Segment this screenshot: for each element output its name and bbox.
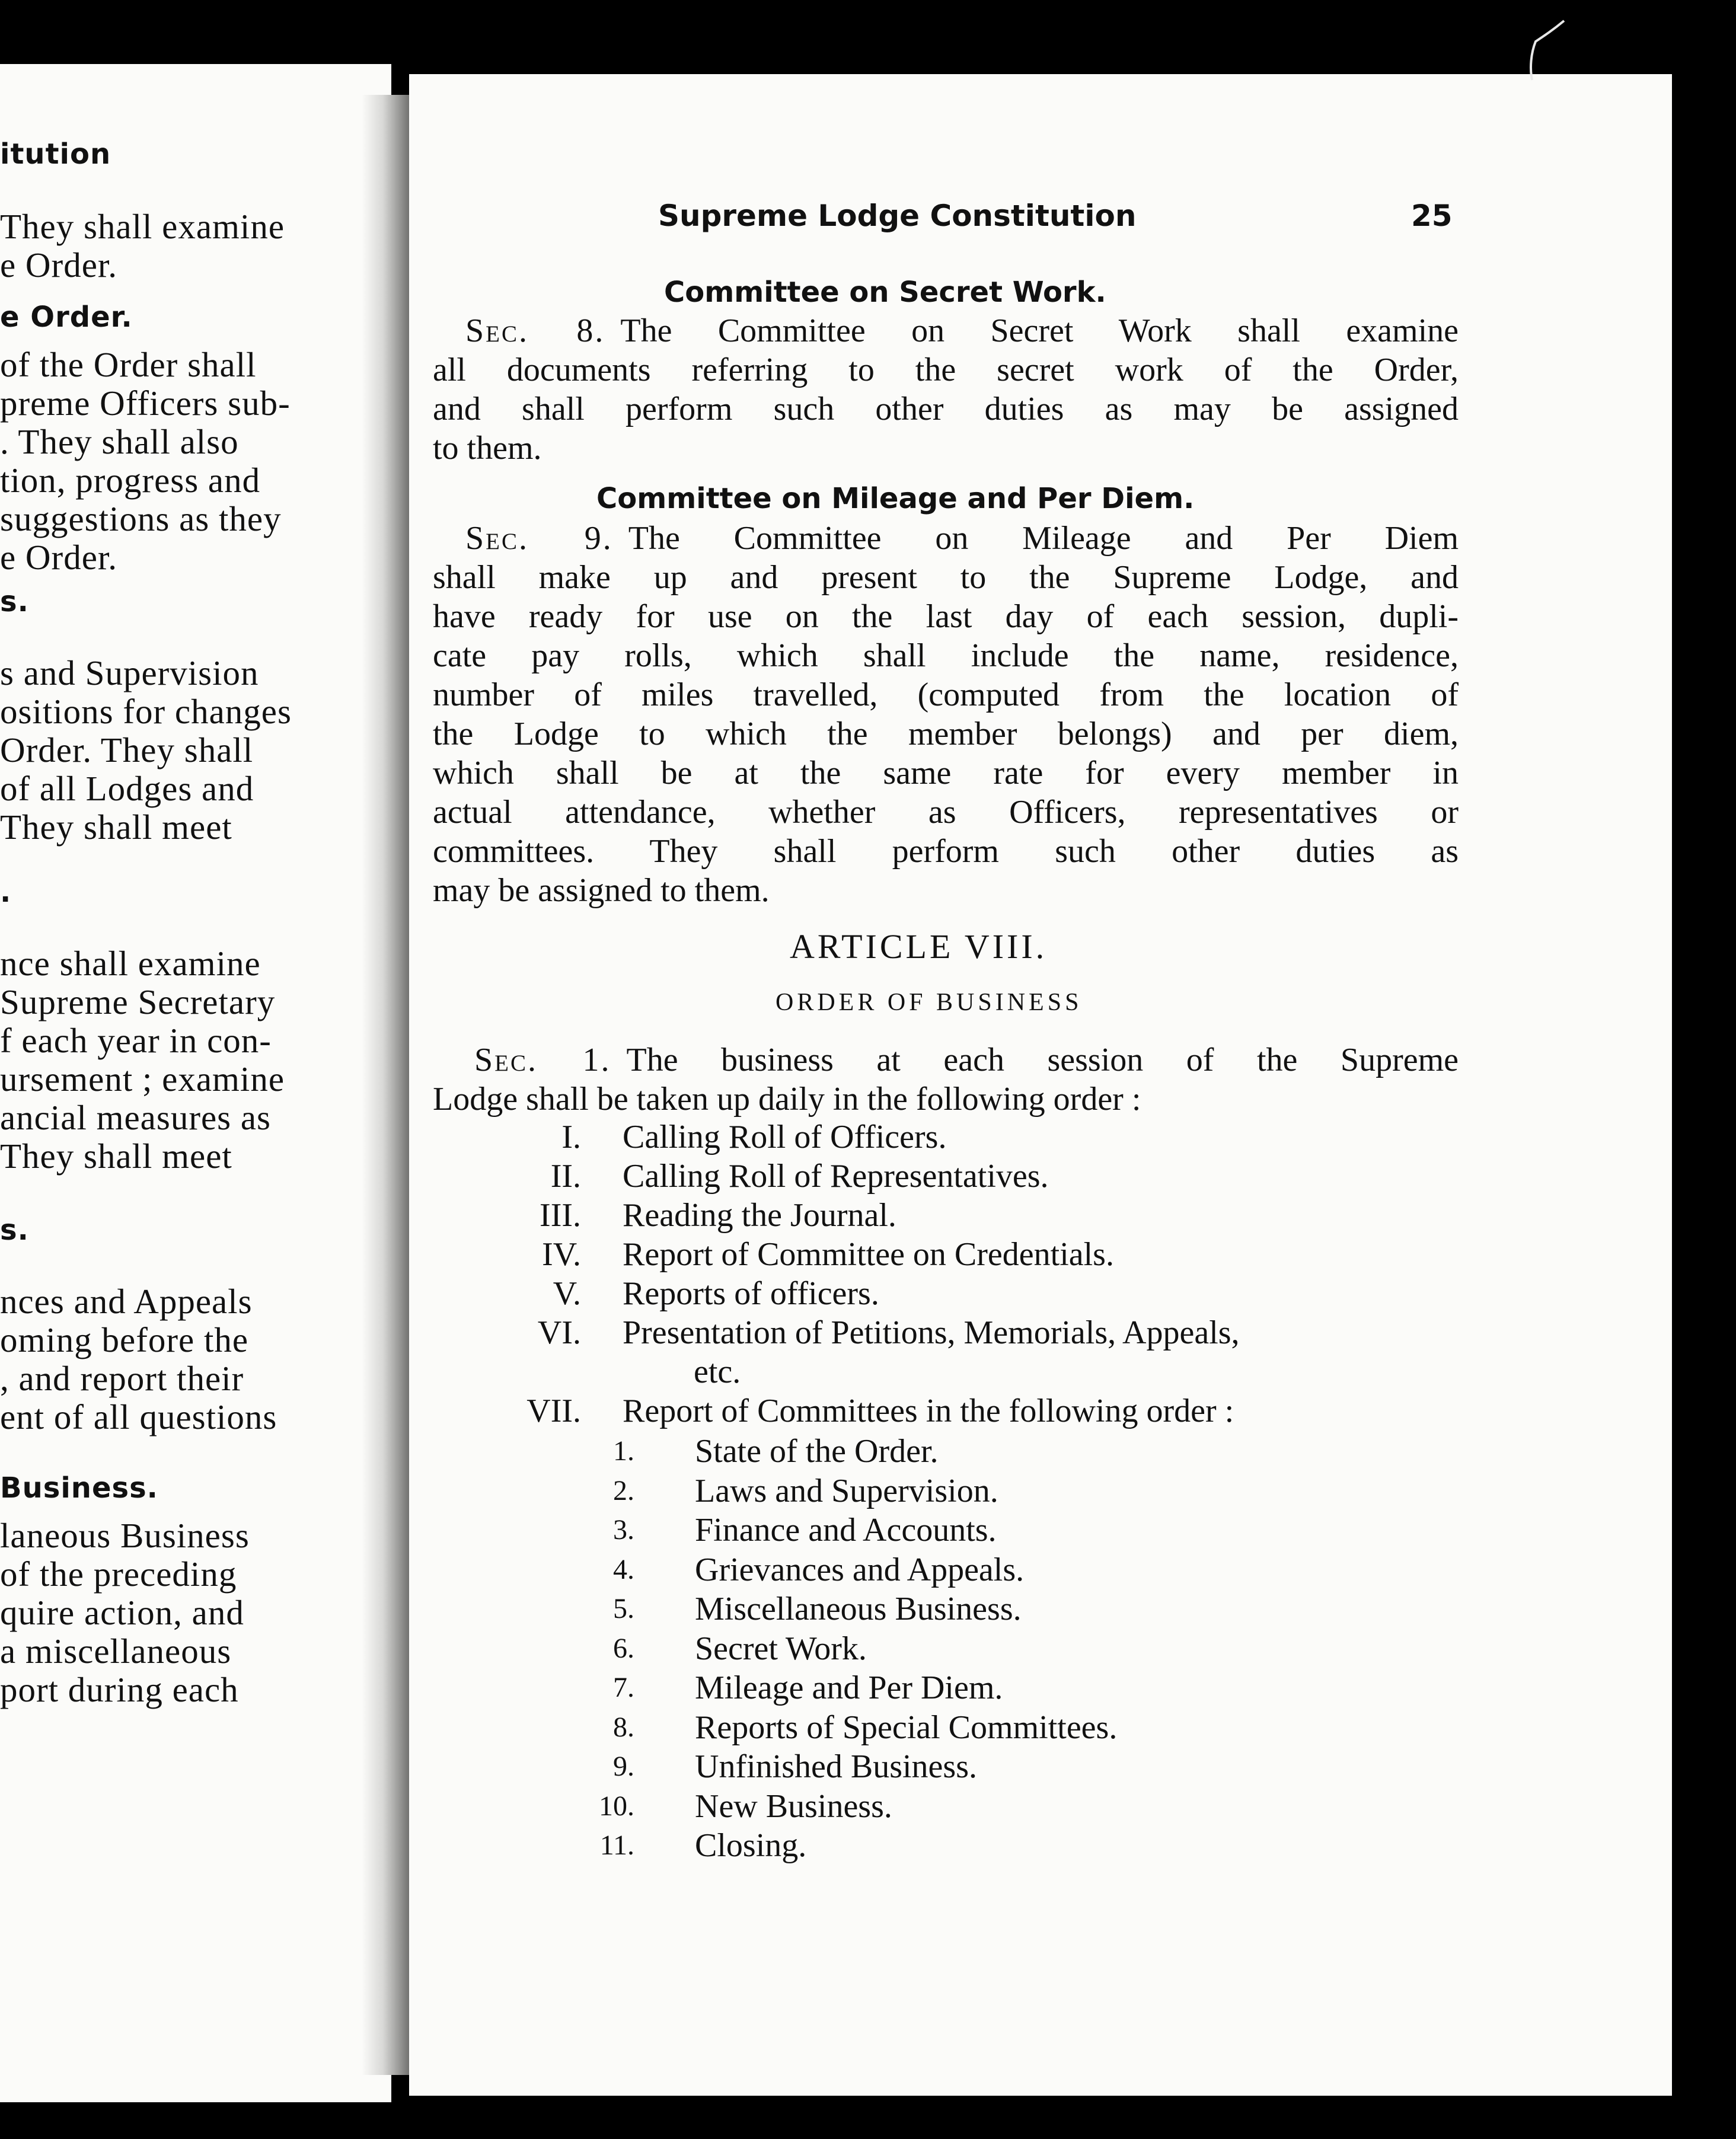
list-text: Report of Committee on Credentials. <box>623 1236 1114 1273</box>
left-page-heading: s. <box>0 1214 29 1247</box>
left-page-line: s and Supervision <box>0 653 259 692</box>
list-number: 2. <box>613 1474 634 1506</box>
left-page-heading: Business. <box>0 1471 158 1505</box>
list-number: 5. <box>613 1593 634 1624</box>
paragraph-text: may be assigned to them. <box>433 872 770 909</box>
list-text: Secret Work. <box>695 1630 867 1667</box>
list-number: 1. <box>613 1435 634 1467</box>
list-text: State of the Order. <box>695 1433 939 1470</box>
paragraph-line <box>433 793 1459 832</box>
paragraph-line <box>433 675 1459 714</box>
list-number: V. <box>553 1275 581 1312</box>
running-head: Supreme Lodge Constitution <box>658 199 1137 233</box>
left-page-line: Order. They shall <box>0 730 254 770</box>
list-text: Grievances and Appeals. <box>695 1551 1025 1588</box>
list-number: VI. <box>537 1314 581 1351</box>
left-page-line: , and report their <box>0 1359 244 1398</box>
left-page-heading: s. <box>0 585 29 618</box>
left-page-line: of the preceding <box>0 1554 237 1594</box>
left-page-line: nces and Appeals <box>0 1282 253 1321</box>
paragraph-text: The Committee on Secret Work shall examine <box>620 312 1459 349</box>
left-page-line: ositions for changes <box>0 692 292 731</box>
left-page-line: They shall meet <box>0 807 232 847</box>
list-item <box>409 1313 1536 1352</box>
list-number: 8. <box>613 1711 634 1743</box>
left-page-line: of the Order shall <box>0 345 257 384</box>
paragraph-text: have ready for use on the last day of each session, dupli- <box>433 598 1459 635</box>
left-page-heading: . <box>0 876 12 909</box>
page-number: 25 <box>1411 199 1453 233</box>
list-number: 10. <box>599 1790 634 1822</box>
left-page-line: of all Lodges and <box>0 769 254 808</box>
list-number: VII. <box>526 1393 581 1429</box>
list-item <box>409 1747 1536 1786</box>
book-gutter <box>362 95 415 2075</box>
list-text: etc. <box>694 1353 741 1390</box>
list-text: Miscellaneous Business. <box>695 1591 1022 1627</box>
list-item <box>409 1550 1536 1589</box>
paragraph-text: the Lodge to which the member belongs) and per diem, <box>433 716 1459 752</box>
paragraph-text: shall make up and present to the Supreme Lodge, and <box>433 559 1459 596</box>
left-page-line: tion, progress and <box>0 461 261 500</box>
list-item <box>409 1196 1536 1235</box>
list-item <box>409 1668 1536 1707</box>
paragraph-line <box>433 754 1459 793</box>
left-page-line: a miscellaneous <box>0 1632 232 1671</box>
left-page-heading: itution <box>0 138 111 171</box>
paragraph-line <box>474 1040 1459 1080</box>
list-text: New Business. <box>695 1787 892 1825</box>
list-item <box>409 1787 1536 1826</box>
list-number: 3. <box>613 1514 634 1546</box>
list-text: Presentation of Petitions, Memorials, Appeals, <box>623 1314 1240 1351</box>
left-page-line: e Order. <box>0 245 118 285</box>
paragraph-text: to them. <box>433 430 542 467</box>
list-item <box>409 1391 1536 1431</box>
section-label: Sec. 1. <box>474 1042 611 1078</box>
list-item <box>409 1352 1536 1391</box>
paragraph-text: which shall be at the same rate for every member in <box>433 755 1459 791</box>
paragraph-line <box>465 519 1459 558</box>
list-text: Finance and Accounts. <box>695 1512 997 1549</box>
list-text: Report of Committees in the following order : <box>623 1393 1234 1429</box>
section-label: Sec. 9. <box>465 520 613 557</box>
left-page-line: . They shall also <box>0 422 239 461</box>
paragraph-line <box>433 558 1459 597</box>
left-page-line: laneous Business <box>0 1516 250 1555</box>
list-item <box>409 1274 1536 1313</box>
list-text: Unfinished Business. <box>695 1748 977 1785</box>
section-heading: Committee on Mileage and Per Diem. <box>596 482 1195 515</box>
paragraph-text: cate pay rolls, which shall include the name, residence, <box>433 637 1459 674</box>
article-title: ARTICLE VIII. <box>790 927 1048 966</box>
list-item <box>409 1118 1536 1157</box>
paragraph-line <box>433 636 1459 675</box>
left-page <box>0 64 391 2102</box>
left-page-line: They shall meet <box>0 1136 232 1176</box>
paragraph-text: actual attendance, whether as Officers, representatives or <box>433 794 1459 831</box>
list-item <box>409 1432 1536 1471</box>
left-page-heading: e Order. <box>0 301 133 334</box>
left-page-line: ursement ; examine <box>0 1059 285 1099</box>
pencil-mark-icon <box>1518 18 1577 83</box>
paragraph-line <box>433 597 1459 636</box>
list-item <box>409 1826 1536 1865</box>
list-item <box>409 1471 1536 1511</box>
paragraph-text: Lodge shall be taken up daily in the following order : <box>433 1081 1141 1118</box>
left-page-line: e Order. <box>0 538 118 577</box>
list-item <box>409 1511 1536 1550</box>
right-page <box>409 74 1672 2096</box>
list-number: 4. <box>613 1553 634 1585</box>
list-text: Laws and Supervision. <box>695 1472 998 1509</box>
paragraph-line <box>433 832 1459 871</box>
paragraph-text: committees. They shall perform such other duties as <box>433 833 1459 870</box>
list-text: Reports of Special Committees. <box>695 1709 1118 1746</box>
list-number: IV. <box>542 1236 581 1273</box>
list-number: 9. <box>613 1751 634 1782</box>
left-page-line: They shall examine <box>0 207 285 246</box>
paragraph-line <box>433 871 1459 910</box>
paragraph-line <box>433 390 1459 429</box>
list-text: Calling Roll of Officers. <box>623 1119 947 1155</box>
list-number: I. <box>561 1119 581 1155</box>
left-page-line: oming before the <box>0 1320 249 1359</box>
section-heading: Committee on Secret Work. <box>664 276 1106 309</box>
list-item <box>409 1235 1536 1274</box>
paragraph-line <box>465 311 1459 350</box>
paragraph-line <box>433 350 1459 390</box>
left-page-line: ancial measures as <box>0 1098 272 1137</box>
paragraph-line <box>433 714 1459 754</box>
article-subtitle: ORDER OF BUSINESS <box>776 989 1083 1016</box>
left-page-line: ent of all questions <box>0 1397 277 1436</box>
paragraph-text: and shall perform such other duties as may be assigned <box>433 391 1459 427</box>
left-page-line: f each year in con- <box>0 1021 272 1060</box>
list-number: 6. <box>613 1632 634 1664</box>
paragraph-line <box>433 429 1459 468</box>
list-text: Reading the Journal. <box>623 1197 896 1234</box>
list-number: II. <box>550 1158 581 1195</box>
list-text: Reports of officers. <box>623 1275 879 1312</box>
section-label: Sec. 8. <box>465 312 605 349</box>
left-page-line: port during each <box>0 1670 239 1709</box>
list-text: Calling Roll of Representatives. <box>623 1158 1049 1195</box>
list-number: 7. <box>613 1672 634 1703</box>
list-text: Mileage and Per Diem. <box>695 1669 1003 1706</box>
list-item <box>409 1708 1536 1747</box>
paragraph-text: The business at each session of the Supreme <box>626 1042 1459 1078</box>
list-number: III. <box>540 1197 581 1234</box>
list-item <box>409 1589 1536 1629</box>
paragraph-text: The Committee on Mileage and Per Diem <box>628 520 1459 557</box>
list-number: 11. <box>599 1830 634 1861</box>
left-page-line: Supreme Secretary <box>0 982 276 1021</box>
list-item <box>409 1157 1536 1196</box>
list-text: Closing. <box>695 1827 807 1864</box>
paragraph-text: all documents referring to the secret work of the Order, <box>433 352 1459 388</box>
left-page-line: quire action, and <box>0 1593 244 1632</box>
left-page-line: nce shall examine <box>0 944 261 983</box>
left-page-line: suggestions as they <box>0 499 282 538</box>
left-page-line: preme Officers sub- <box>0 384 291 423</box>
paragraph-line <box>433 1080 1459 1119</box>
list-item <box>409 1629 1536 1668</box>
paragraph-text: number of miles travelled, (computed from the location of <box>433 676 1459 713</box>
